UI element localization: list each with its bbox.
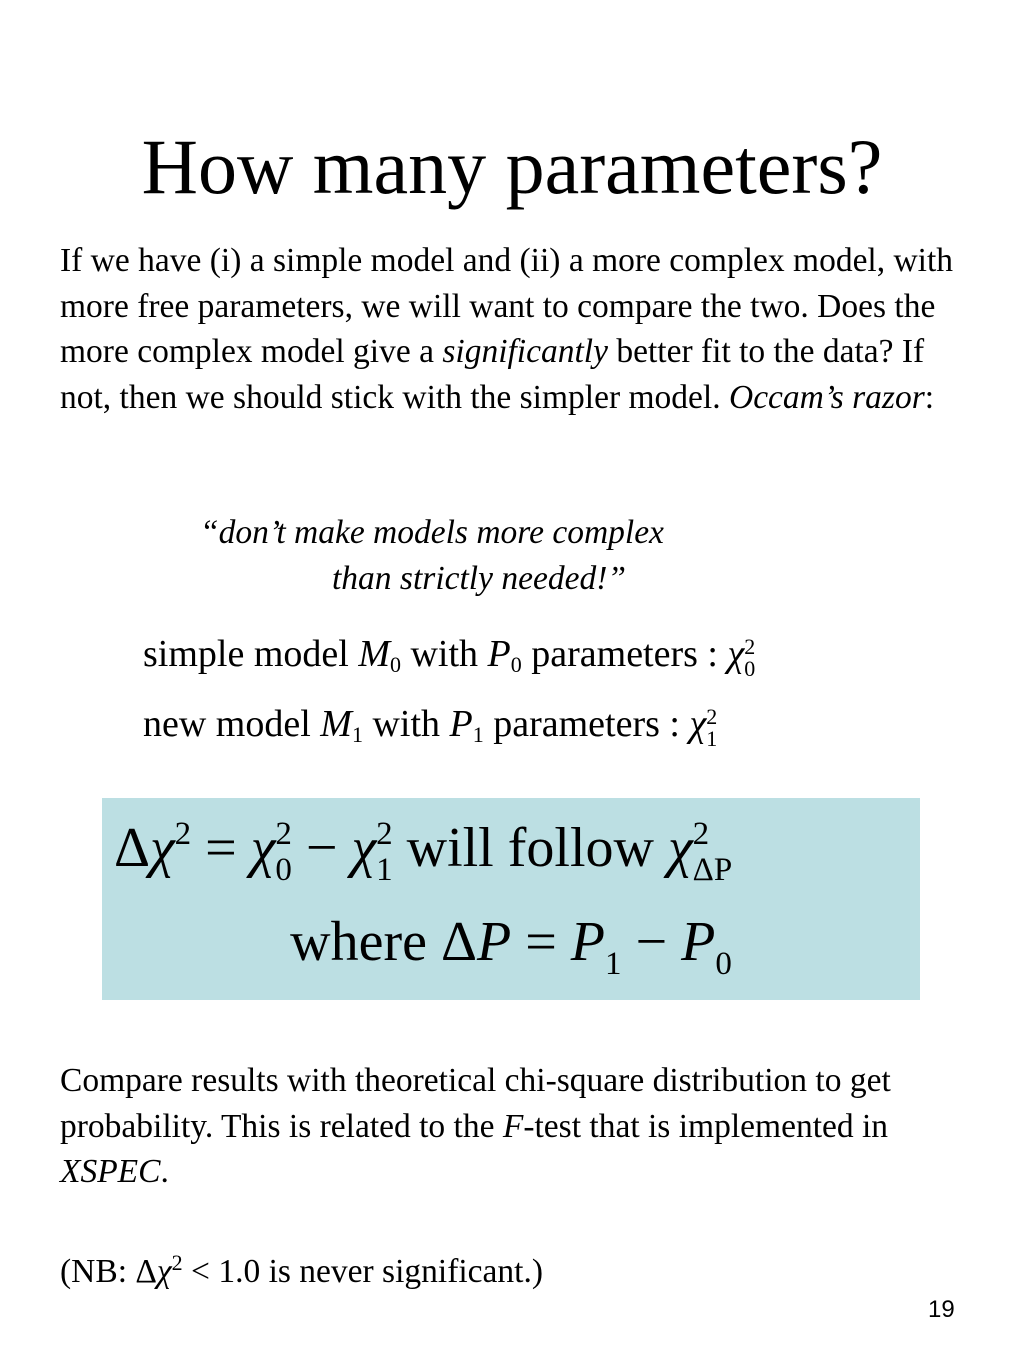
eq2-param-symbol: P	[449, 703, 473, 745]
eq1-chi-sup: 2	[744, 634, 756, 659]
box-chi-0-scripts	[275, 816, 292, 888]
box-chi-0-sup: 2	[275, 816, 292, 852]
eq1-model-symbol: M	[358, 633, 390, 675]
box-chi-dp: χ	[667, 817, 693, 879]
nb-note	[60, 1240, 543, 1294]
eq1-suffix: parameters :	[521, 633, 728, 675]
box-chi-sup: 2	[174, 816, 192, 852]
compare-emphasis-xspec: XSPEC	[60, 1153, 161, 1191]
box-chi-1-scripts	[376, 816, 393, 888]
eq1-chi-sub: 0	[744, 656, 756, 681]
compare-emphasis-f: F	[502, 1107, 524, 1145]
box-chi-1: χ	[351, 817, 377, 879]
intro-text-2: better fit to the data? If not, then we should stick with the simpler model.	[60, 333, 925, 416]
box-chi-1-sub: 1	[376, 852, 393, 888]
equation-new-model	[143, 702, 717, 750]
eq2-with: with	[362, 703, 450, 745]
eq1-chi-symbol: χ	[727, 633, 745, 675]
box-p1: P	[570, 911, 606, 973]
eq2-chi-sup: 2	[706, 704, 718, 729]
eq1-param-index: 0	[510, 652, 522, 677]
eq1-model-index: 0	[389, 652, 401, 677]
box-chi-dp-scripts	[693, 816, 733, 888]
box-chi-dp-sup: 2	[692, 816, 710, 852]
eq1-param-symbol: P	[487, 633, 511, 675]
box-minus: −	[291, 817, 352, 879]
box-p: P	[476, 911, 512, 973]
box-will-follow: will follow	[392, 817, 668, 879]
eq2-chi-scripts	[706, 706, 717, 750]
compare-text-2: -test that is implemented in	[523, 1107, 889, 1145]
eq2-model-symbol: M	[320, 703, 352, 745]
equation-simple-model	[143, 632, 755, 680]
box-equation-line-2	[102, 910, 920, 983]
box-delta-2: Δ	[440, 911, 477, 973]
eq2-chi-sub: 1	[706, 726, 718, 751]
page-number: 19	[928, 1296, 955, 1323]
quote-line-2: than strictly needed!”	[332, 560, 626, 597]
box-p0: P	[681, 911, 716, 973]
nb-prefix: (NB: Δ	[60, 1253, 157, 1291]
box-where: where	[290, 911, 441, 973]
eq2-suffix: parameters :	[483, 703, 690, 745]
nb-chi: χ	[156, 1253, 172, 1291]
delta-chi-square-box	[102, 798, 920, 1000]
intro-text-3: :	[924, 378, 935, 416]
eq1-with: with	[400, 633, 488, 675]
eq1-chi-scripts	[744, 636, 755, 680]
box-delta: Δ	[114, 817, 151, 879]
eq2-chi-symbol: χ	[689, 703, 707, 745]
eq2-prefix: new model	[143, 703, 321, 745]
nb-suffix: < 1.0 is never significant.)	[182, 1253, 543, 1291]
intro-emphasis-significantly: significantly	[442, 333, 608, 371]
intro-emphasis-occams-razor: Occam’s razor	[729, 378, 925, 416]
box-chi-0: χ	[250, 817, 276, 879]
eq2-param-index: 1	[472, 722, 484, 747]
eq1-prefix: simple model	[143, 633, 359, 675]
nb-chi-sup: 2	[171, 1250, 183, 1275]
compare-text-1: Compare results with theoretical chi-square distribution to get probability. This is related to the	[60, 1062, 891, 1145]
page-title: How many parameters?	[141, 123, 883, 210]
intro-text-1: If we have (i) a simple model and (ii) a more complex model, with more free parameters, we will want to compare the two. Does the more complex model give a	[60, 242, 954, 371]
box-p1-sub: 1	[605, 946, 622, 982]
quote-line-1: “don’t make models more complex	[200, 514, 664, 551]
compare-text-3: .	[160, 1153, 169, 1191]
box-minus-2: −	[621, 911, 682, 973]
eq2-model-index: 1	[351, 722, 363, 747]
box-equals: =	[191, 817, 251, 879]
box-chi-0-sub: 0	[275, 852, 292, 888]
box-chi: χ	[150, 817, 175, 879]
box-chi-1-sup: 2	[376, 816, 393, 852]
box-p0-sub: 0	[715, 946, 732, 982]
intro-paragraph	[60, 238, 980, 420]
compare-paragraph	[60, 1058, 980, 1195]
box-chi-dp-sub: ΔP	[692, 852, 733, 888]
box-equation-line-1	[114, 816, 732, 888]
box-equals-2: =	[511, 911, 571, 973]
